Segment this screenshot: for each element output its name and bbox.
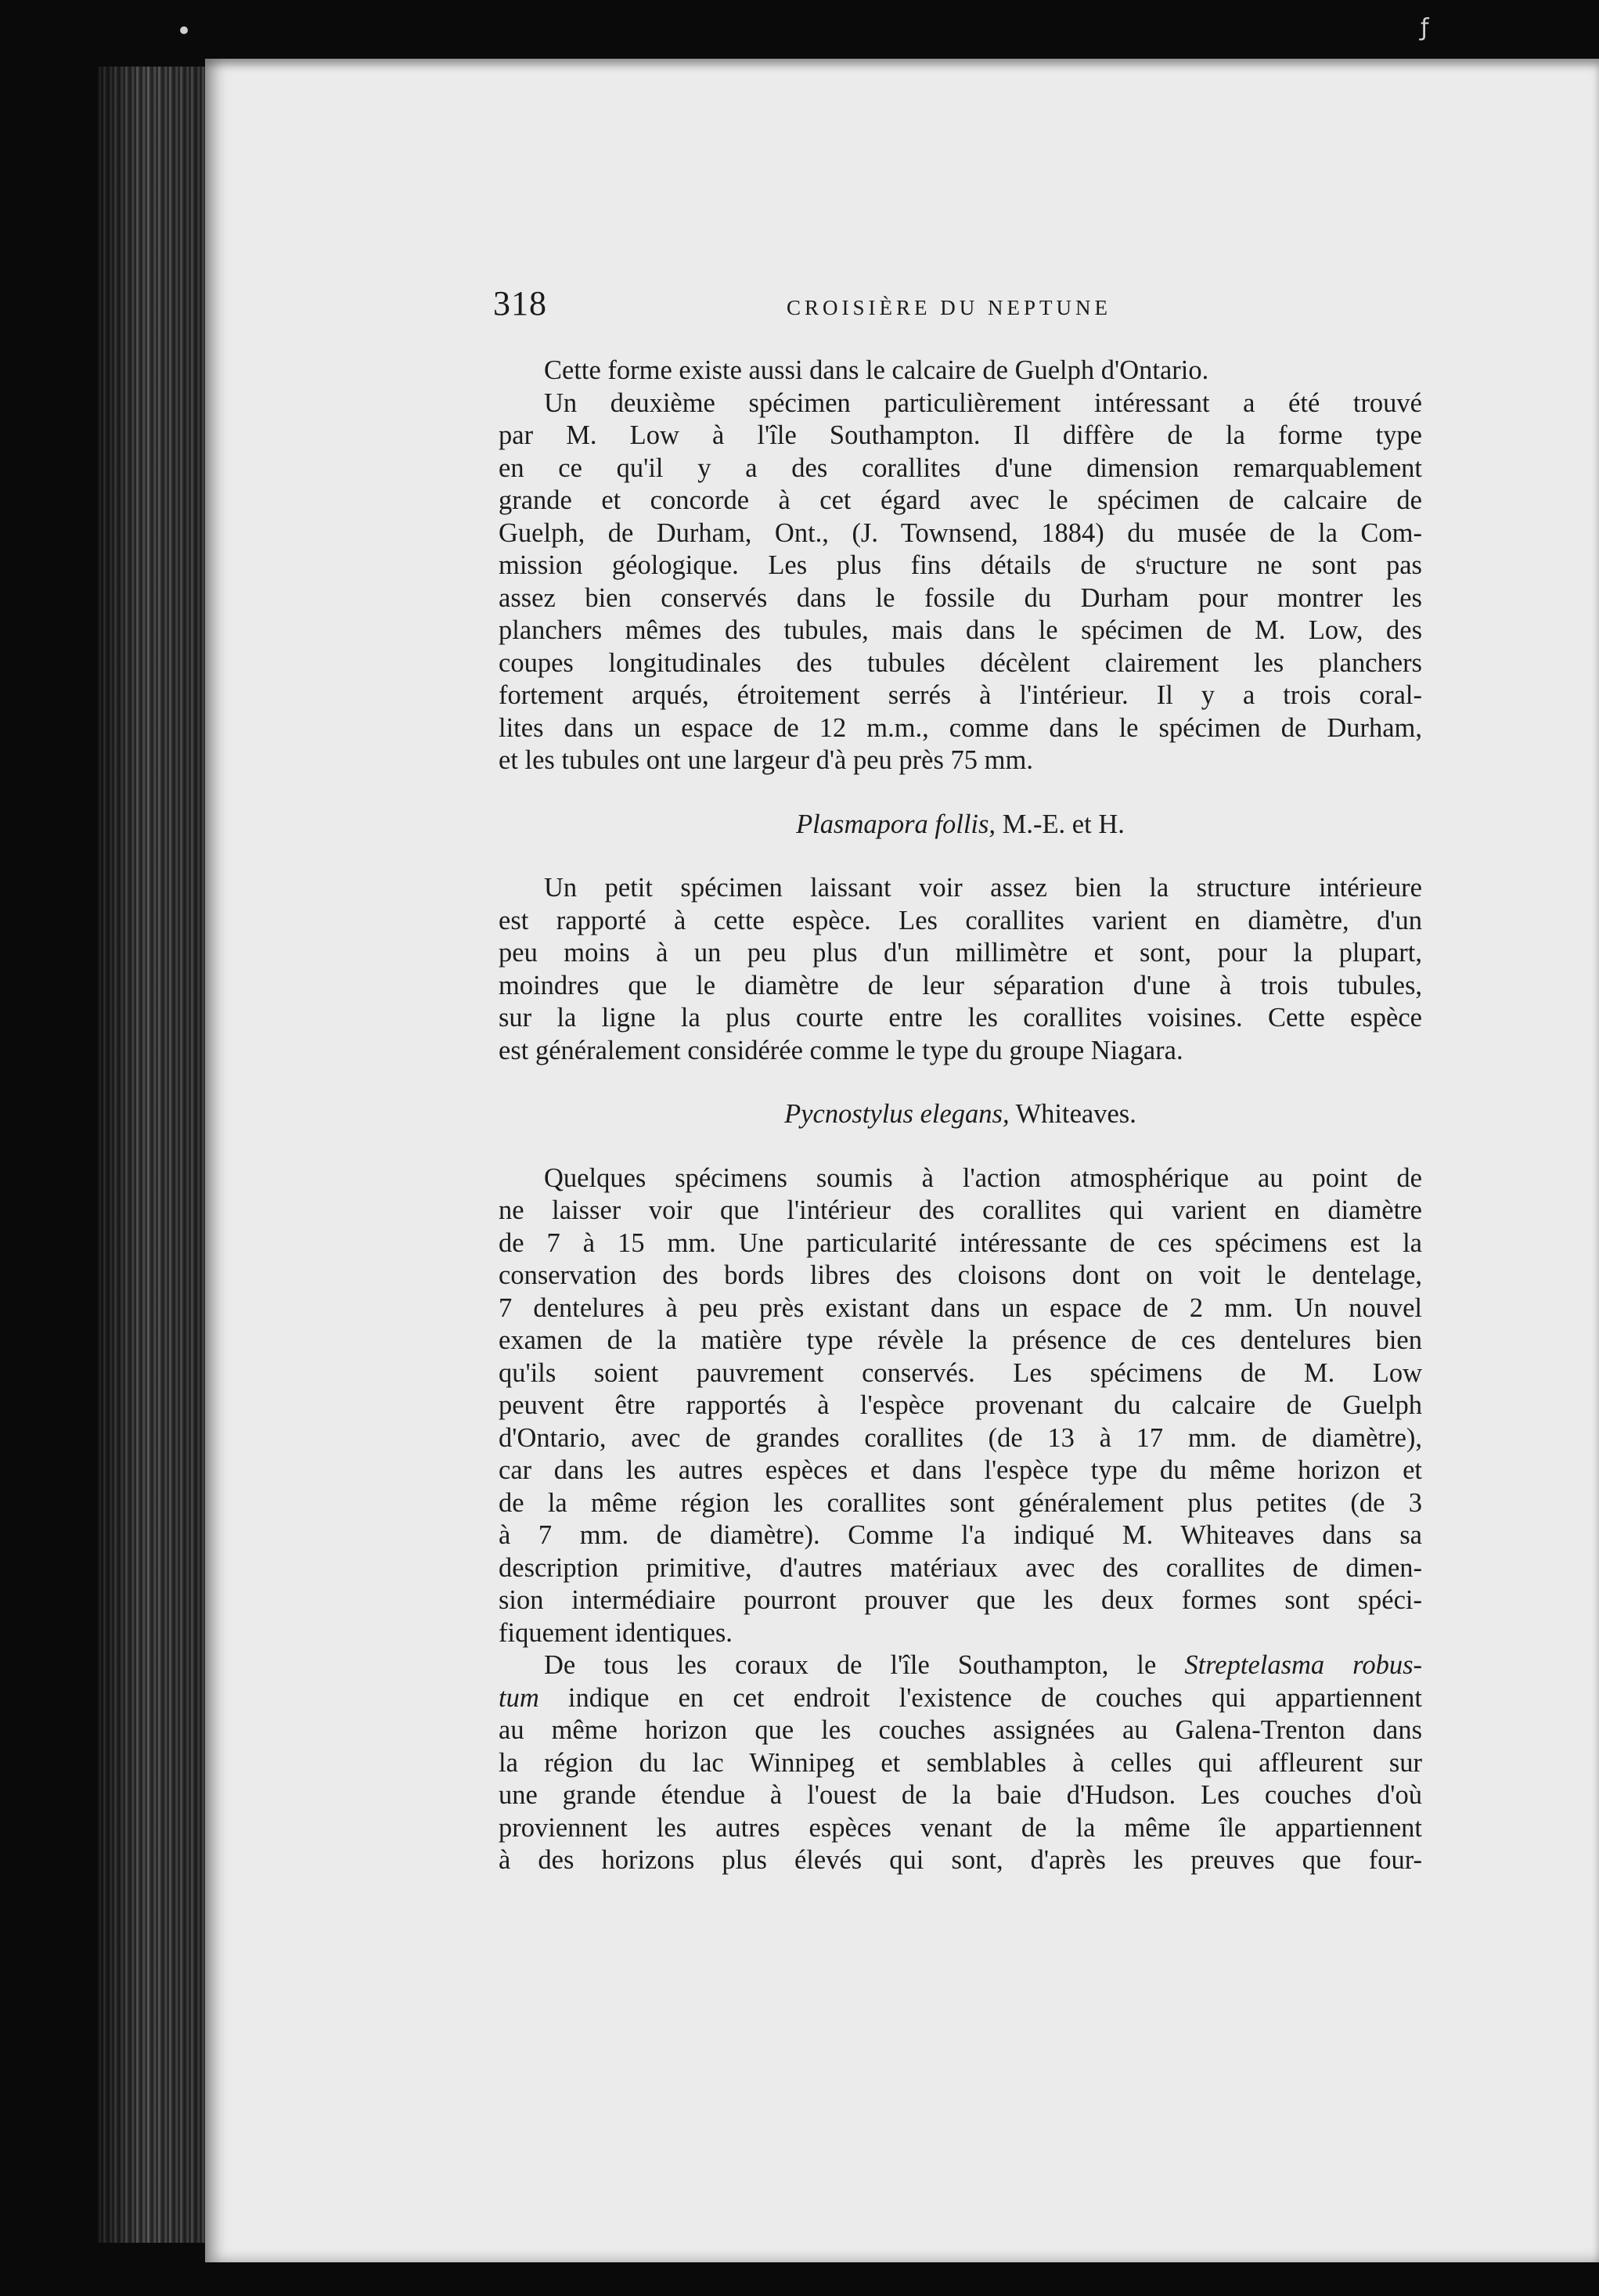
species-heading-plasmapora [499,809,1422,842]
text-line: d'Ontario, avec de grandes corallites (de 13 à 17 mm. de diamètre), [499,1422,1422,1453]
text-line: ne laisser voir que l'intérieur des corallites qui varient en diamètre [499,1195,1422,1225]
species-name-italic: tum [499,1682,539,1713]
text-line: proviennent les autres espèces venant de la même île appartiennent [499,1812,1422,1843]
text-line: sur la ligne la plus courte entre les corallites voisines. Cette espèce [499,1003,1422,1033]
text-line: à 7 mm. de diamètre). Comme l'a indiqué M. Whiteaves dans sa [499,1520,1422,1550]
page-number: 318 [493,284,547,323]
text-line: fiquement identiques. [499,1617,733,1648]
text-line: à des horizons plus élevés qui sont, d'après les preuves que four- [499,1845,1422,1875]
body-text [499,355,1422,1877]
text-line: sion intermédiaire pourront prouver que les deux formes sont spéci- [499,1585,1422,1615]
text-line: grande et concorde à cet égard avec le spécimen de calcaire de [499,485,1422,515]
paragraph-second-specimen [499,387,1422,777]
text-line: en ce qu'il y a des corallites d'une dimension remarquablement [499,452,1422,483]
text-line: mission géologique. Les plus fins détails de sᵗructure ne sont pas [499,550,1422,580]
text-line: planchers mêmes des tubules, mais dans le spécimen de M. Low, des [499,615,1422,645]
text-line: est généralement considérée comme le type du groupe Niagara. [499,1035,1183,1065]
text-line: Un deuxième spécimen particulièrement intéressant a été trouvé [544,387,1422,418]
species-name-italic: Streptelasma robus- [1184,1650,1422,1680]
text-line: examen de la matière type révèle la présence de ces dentelures bien [499,1325,1422,1355]
text-line: peu moins à un peu plus d'un millimètre et sont, pour la plupart, [499,938,1422,968]
margin-mark-right: ƒ [1421,14,1429,41]
paragraph-plasmapora [499,872,1422,1067]
text-line: qu'ils soient pauvrement conservés. Les spécimens de M. Low [499,1357,1422,1388]
text-line: la région du lac Winnipeg et semblables à celles qui affleurent sur [499,1747,1422,1778]
text-segment: De tous les coraux de l'île Southampton, le [544,1650,1185,1680]
text-line: au même horizon que les couches assignées au Galena-Trenton dans [499,1715,1422,1745]
text-line: Cette forme existe aussi dans le calcaire de Guelph d'Ontario. [544,355,1209,385]
text-line: de 7 à 15 mm. Une particularité intéressante de ces spécimens est la [499,1227,1422,1258]
species-name: Pycnostylus elegans, [784,1099,1010,1129]
running-title: CROISIÈRE DU NEPTUNE [787,296,1111,319]
text-line: coupes longitudinales des tubules décèlent clairement les planchers [499,647,1422,678]
species-name: Plasmapora follis, [796,809,996,839]
text-line [499,1649,1422,1682]
text-line: et les tubules ont une largeur d'à peu près 75 mm. [499,745,1033,775]
text-line: car dans les autres espèces et dans l'espèce type du même horizon et [499,1455,1422,1485]
text-line: Guelph, de Durham, Ont., (J. Townsend, 1884) du musée de la Com- [499,517,1422,548]
text-line: lites dans un espace de 12 m.m., comme dans le spécimen de Durham, [499,712,1422,743]
text-line: description primitive, d'autres matériaux avec des corallites de dimen- [499,1552,1422,1583]
text-line [499,1682,1422,1715]
paragraph-guelph [499,355,1422,387]
running-head [493,283,1424,330]
text-line: est rapporté à cette espèce. Les corallites varient en diamètre, d'un [499,905,1422,935]
text-line: peuvent être rapportés à l'espèce provenant du calcaire de Guelph [499,1390,1422,1420]
text-line: par M. Low à l'île Southampton. Il diffère de la forme type [499,420,1422,450]
text-line: Quelques spécimens soumis à l'action atmosphérique au point de [544,1162,1422,1193]
text-segment: indique en cet endroit l'existence de couches qui appartiennent [538,1682,1422,1713]
text-line: fortement arqués, étroitement serrés à l'intérieur. Il y a trois coral- [499,680,1422,710]
text-line: 7 dentelures à peu près existant dans un espace de 2 mm. Un nouvel [499,1292,1422,1323]
paragraph-southampton-corals [499,1649,1422,1877]
paragraph-pycnostylus [499,1162,1422,1650]
text-line: une grande étendue à l'ouest de la baie d'Hudson. Les couches d'où [499,1780,1422,1810]
species-heading-pycnostylus [499,1098,1422,1131]
species-author: M.-E. et H. [996,809,1125,839]
text-line: Un petit spécimen laissant voir assez bien la structure intérieure [544,873,1422,903]
text-line: moindres que le diamètre de leur séparation d'une à trois tubules, [499,970,1422,1000]
margin-mark-left: • [176,16,193,47]
text-line: de la même région les corallites sont généralement plus petites (de 3 [499,1487,1422,1518]
text-line: assez bien conservés dans le fossile du Durham pour montrer les [499,582,1422,613]
species-author: Whiteaves. [1009,1099,1136,1129]
book-edge-shadow [98,67,215,2243]
text-line: conservation des bords libres des cloisons dont on voit le dentelage, [499,1260,1422,1290]
